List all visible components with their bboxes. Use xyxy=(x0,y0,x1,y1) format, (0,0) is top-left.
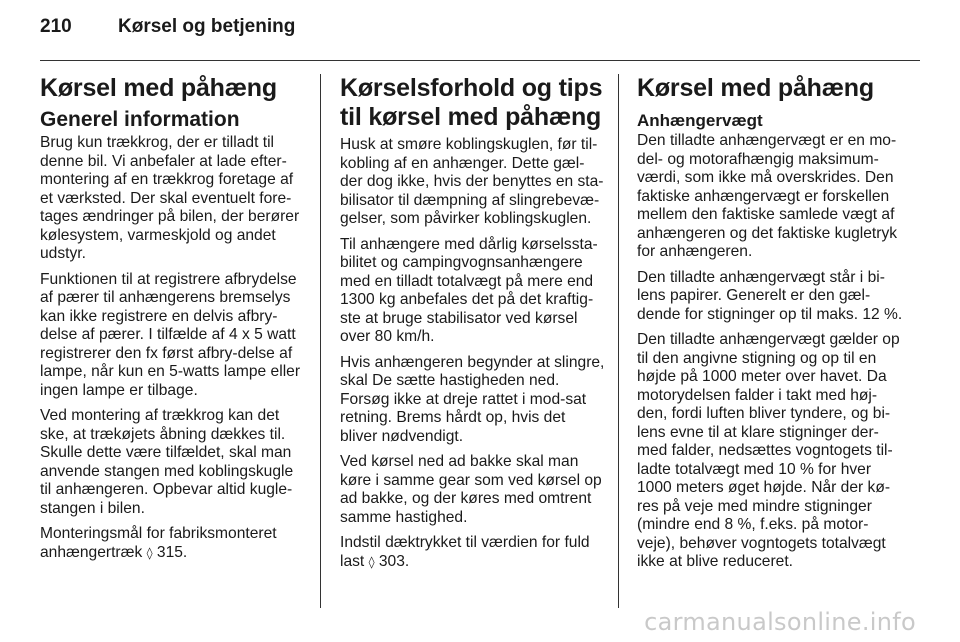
chapter-title: Kørsel og betjening xyxy=(118,16,296,37)
paragraph: Brug kun trækkrog, der er tilladt til denne bil. Vi anbefaler at lade efter-montering af en trækkrog foretage af et værksted. Der skal eventuelt fore-tages ændringer på bilen, der berører kølesystem, varmeskjold og andet udstyr. xyxy=(40,134,300,262)
section-subtitle: Anhængervægt xyxy=(637,111,763,130)
section-title: Kørsel med påhæng xyxy=(40,74,277,102)
column-divider-1 xyxy=(320,74,321,608)
column-1 xyxy=(40,74,305,569)
watermark: carmanualsonline.info xyxy=(644,608,916,636)
paragraph: Den tilladte anhængervægt gælder op til den angivne stigning og op til en højde på 1000 meter over havet. Da motorydelsen falder i takt med høj-den, fordi luften bliver tyndere, og bi-lens evne til at klare stigninger der-med falder, nedsættes vogntogets til-ladte totalvægt med 10 % for hver 1000 meters øget højde. Når der kø-res på veje med mindre stigninger (mindre end 8 %, f.eks. på motor-veje), behøver vogntogets totalvægt ikke at blive reduceret. xyxy=(637,331,900,570)
paragraph: Ved kørsel ned ad bakke skal man køre i samme gear som ved kørsel op ad bakke, og der køres med omtrent samme hastighed. xyxy=(340,453,602,526)
section-title: Kørselsforhold og tips til kørsel med påhæng xyxy=(340,74,603,131)
column-divider-2 xyxy=(618,74,619,608)
paragraph-text: Monteringsmål for fabriksmonteret anhængertræk xyxy=(40,525,277,561)
paragraph: Hvis anhængeren begynder at slingre, skal De sætte hastigheden ned. Forsøg ikke at dreje rattet i mod-sat retning. Brems hårdt op, hvis det bliver nødvendigt. xyxy=(340,353,605,445)
page-reference-link[interactable]: 315. xyxy=(152,543,188,561)
page-reference-icon: ◊ xyxy=(368,554,375,569)
column-2 xyxy=(340,74,605,578)
page-number: 210 xyxy=(40,16,72,37)
paragraph-text: Indstil dæktrykket til værdien for fuld last xyxy=(340,534,590,570)
header-rule xyxy=(40,60,920,61)
paragraph-with-reference xyxy=(40,525,305,562)
page-header xyxy=(40,16,295,46)
paragraph: Funktionen til at registrere afbrydelse af pærer til anhængerens bremselys kan ikke registrere en delvis afbry-delse af pærer. I tilfælde af 4 x 5 watt registrerer den fx først afbry-delse af lampe, når kun en 5-watts lampe eller ingen lampe er tilbage. xyxy=(40,270,301,399)
column-3 xyxy=(637,74,903,579)
paragraph: Den tilladte anhængervægt er en mo-del- og motorafhængig maksimum-værdi, som ikke må overskrides. Den faktiske anhængervægt er forskellen mellem den faktiske samlede vægt af anhængeren og det faktiske kugletryk for anhængeren. xyxy=(637,132,898,260)
page-reference-icon: ◊ xyxy=(146,545,153,560)
page-reference-link[interactable]: 303. xyxy=(374,552,410,570)
section-title: Kørsel med påhæng xyxy=(637,74,874,102)
section-subtitle: Generel information xyxy=(40,108,240,131)
paragraph: Ved montering af trækkrog kan det ske, at trækøjets åbning dækkes til. Skulle dette være tilfældet, skal man anvende stangen med koblingskugle til anhængeren. Opbevar altid kugle-stangen i bilen. xyxy=(40,407,294,517)
paragraph-with-reference xyxy=(340,534,605,571)
paragraph: Husk at smøre koblingskuglen, før til-kobling af en anhænger. Dette gæl-der dog ikke, hvis der benyttes en sta-bilisator til dæmpning af slingrebevæ-gelser, som påvirker koblingskuglen. xyxy=(340,136,604,227)
paragraph: Den tilladte anhængervægt står i bi-lens papirer. Generelt er den gæl-dende for stigninger op til maks. 12 %. xyxy=(637,268,903,323)
paragraph: Til anhængere med dårlig kørselssta-bilitet og campingvognsanhængere med en tilladt totalvægt på mere end 1300 kg anbefales det på det kraftig-ste at bruge stabilisator ved kørsel over 80 km/h. xyxy=(340,235,598,345)
